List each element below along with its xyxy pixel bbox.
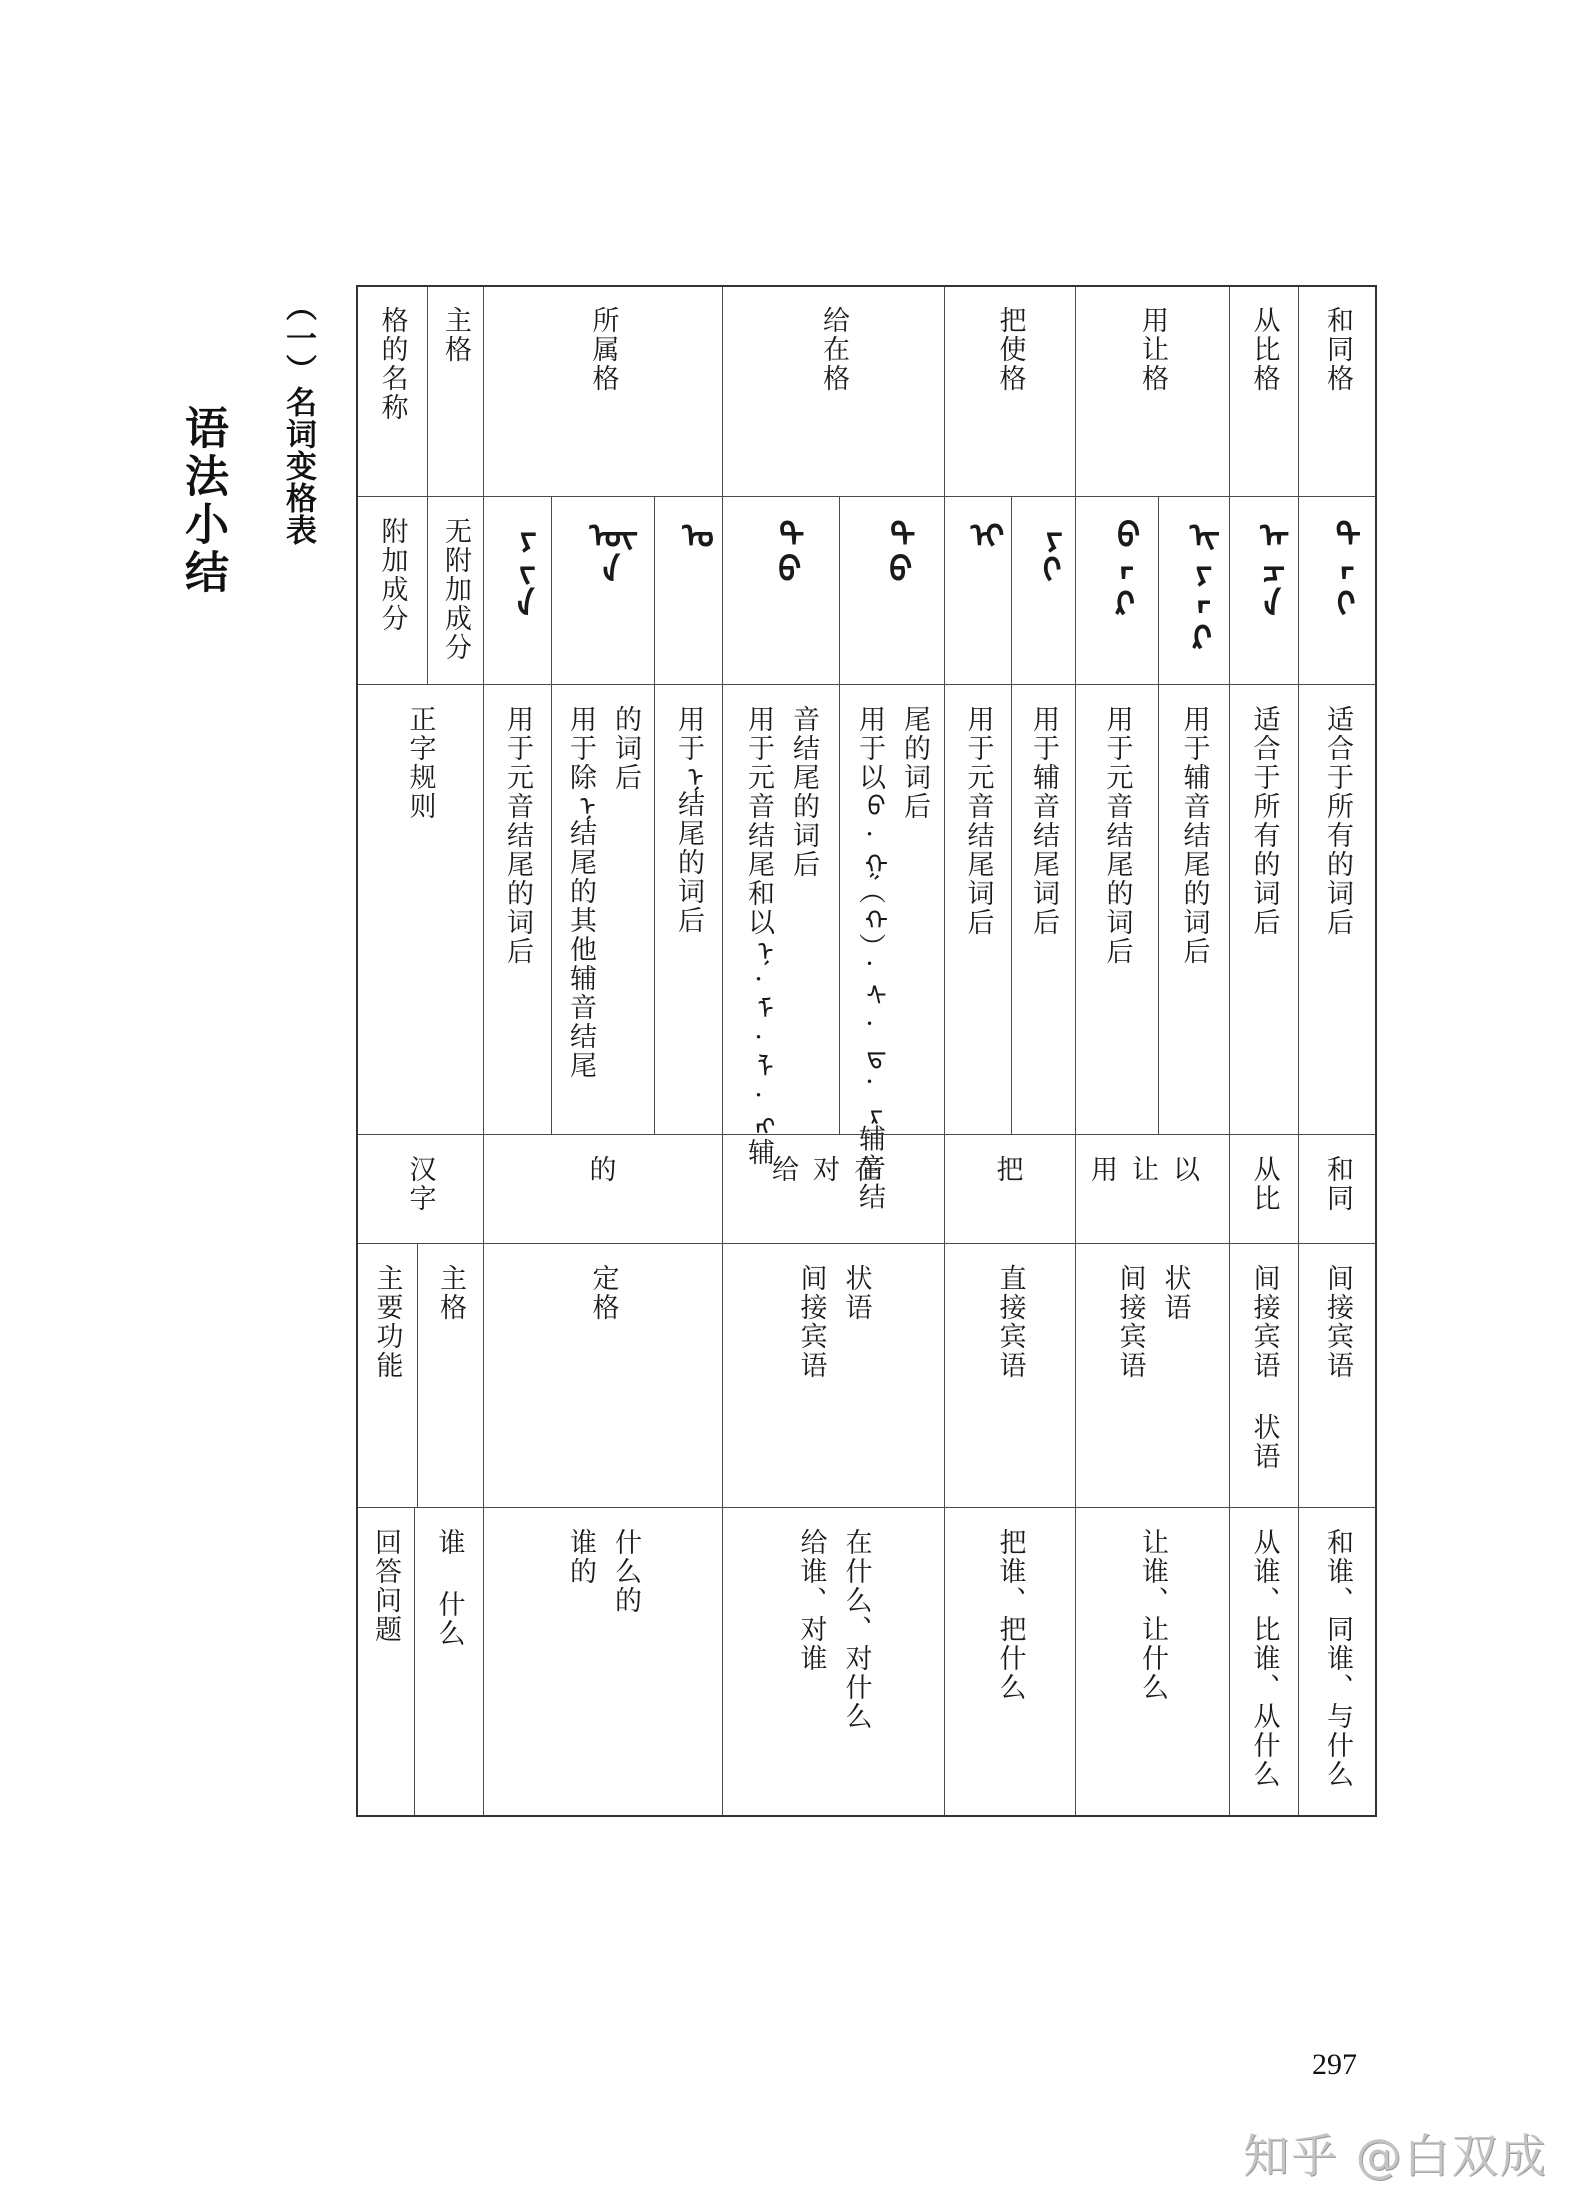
- header-nominative: 主格: [427, 285, 484, 497]
- header-comitative: 和同格: [1298, 285, 1377, 497]
- suffix-cell: ᠶᠢᠨ: [483, 496, 552, 685]
- suffix-cell: ᠪᠠᠷ: [1075, 496, 1159, 685]
- rule-cell: 用于元音结尾和以ᠨ·ᠮ·ᠯ·ᠩ辅 音结尾的词后: [722, 684, 840, 1135]
- suffix-cell: ᠦᠨ: [551, 496, 655, 685]
- header-instrumental: 用让格: [1075, 285, 1230, 497]
- header-ablative: 从比格: [1229, 285, 1299, 497]
- function-cell: 直接宾语: [944, 1243, 1076, 1508]
- rule-cell: 用于以ᠪ·ᠭ（ᠬ）·ᠰ·ᠳ·ᠷ辅音结 尾的词后: [839, 684, 945, 1135]
- hanzi-cell: 把: [944, 1134, 1076, 1244]
- hanzi-cell: 的: [483, 1134, 723, 1244]
- watermark: 知乎 @白双成: [1243, 2129, 1548, 2183]
- section-title: 语法小结: [177, 405, 228, 597]
- suffix-label-cell: 附加成分: [356, 496, 428, 685]
- header-accusative: 把使格: [944, 285, 1076, 497]
- question-cell: 和谁、同谁、与什么: [1298, 1507, 1377, 1817]
- suffix-cell: ᠲᠤ: [839, 496, 945, 685]
- suffix-cell: ᠤ: [654, 496, 723, 685]
- function-cell: 定格: [483, 1243, 723, 1508]
- function-cell: 间接宾语: [1298, 1243, 1377, 1508]
- function-label-cell: 主要功能: [356, 1243, 418, 1508]
- hanzi-label-cell: 汉字: [356, 1134, 484, 1244]
- rule-cell: 用于元音结尾词后: [944, 684, 1012, 1135]
- suffix-nominative: 无附加成分: [427, 496, 484, 685]
- suffix-cell: ᠲᠠᠢ: [1298, 496, 1377, 685]
- suffix-cell: ᠳᠤ: [722, 496, 840, 685]
- hanzi-cell: 从比: [1229, 1134, 1299, 1244]
- rule-label-cell: 正字规则: [356, 684, 484, 1135]
- header-label-cell: [356, 285, 428, 497]
- rule-cell: 适合于所有的词后: [1229, 684, 1299, 1135]
- header-label: 格的名称: [376, 306, 408, 422]
- header-genitive: 所属格: [483, 285, 723, 497]
- function-cell: 间接宾语 状语: [1229, 1243, 1299, 1508]
- question-label-cell: 回答问题: [356, 1507, 415, 1817]
- rule-cell: 用于辅音结尾的词后: [1158, 684, 1230, 1135]
- table-title: （一）名词变格表: [280, 290, 316, 546]
- suffix-cell: ᠠᠴᠠ: [1229, 496, 1299, 685]
- rule-cell: 用于元音结尾的词后: [483, 684, 552, 1135]
- function-cell: 间接宾语 状语: [722, 1243, 945, 1508]
- hanzi-cell: 用让以: [1075, 1134, 1230, 1244]
- hanzi-cell: 和同: [1298, 1134, 1377, 1244]
- header-dative: 给在格: [722, 285, 945, 497]
- rule-cell: 用于除ᠨ结尾的其他辅音结尾 的词后: [551, 684, 655, 1135]
- question-cell: 从谁、比谁、从什么: [1229, 1507, 1299, 1817]
- question-cell: 把谁、把什么: [944, 1507, 1076, 1817]
- rule-cell: 用于ᠨ结尾的词后: [654, 684, 723, 1135]
- suffix-cell: ᠢ: [944, 496, 1012, 685]
- hanzi-cell: 给对在: [722, 1134, 945, 1244]
- function-cell: 间接宾语 状语: [1075, 1243, 1230, 1508]
- suffix-cell: ᠢᠶᠠᠷ: [1158, 496, 1230, 685]
- rule-cell: 用于辅音结尾词后: [1011, 684, 1076, 1135]
- suffix-cell: ᠶᠢ: [1011, 496, 1076, 685]
- rule-cell: 用于元音结尾的词后: [1075, 684, 1159, 1135]
- rule-cell: 适合于所有的词后: [1298, 684, 1377, 1135]
- question-nominative: 谁 什么: [414, 1507, 484, 1817]
- page-number: 297: [1312, 2048, 1357, 2081]
- question-cell: 让谁、让什么: [1075, 1507, 1230, 1817]
- question-cell: 谁的 什么的: [483, 1507, 723, 1817]
- function-nominative: 主格: [417, 1243, 484, 1508]
- question-cell: 给谁、对谁 在什么、对什么: [722, 1507, 945, 1817]
